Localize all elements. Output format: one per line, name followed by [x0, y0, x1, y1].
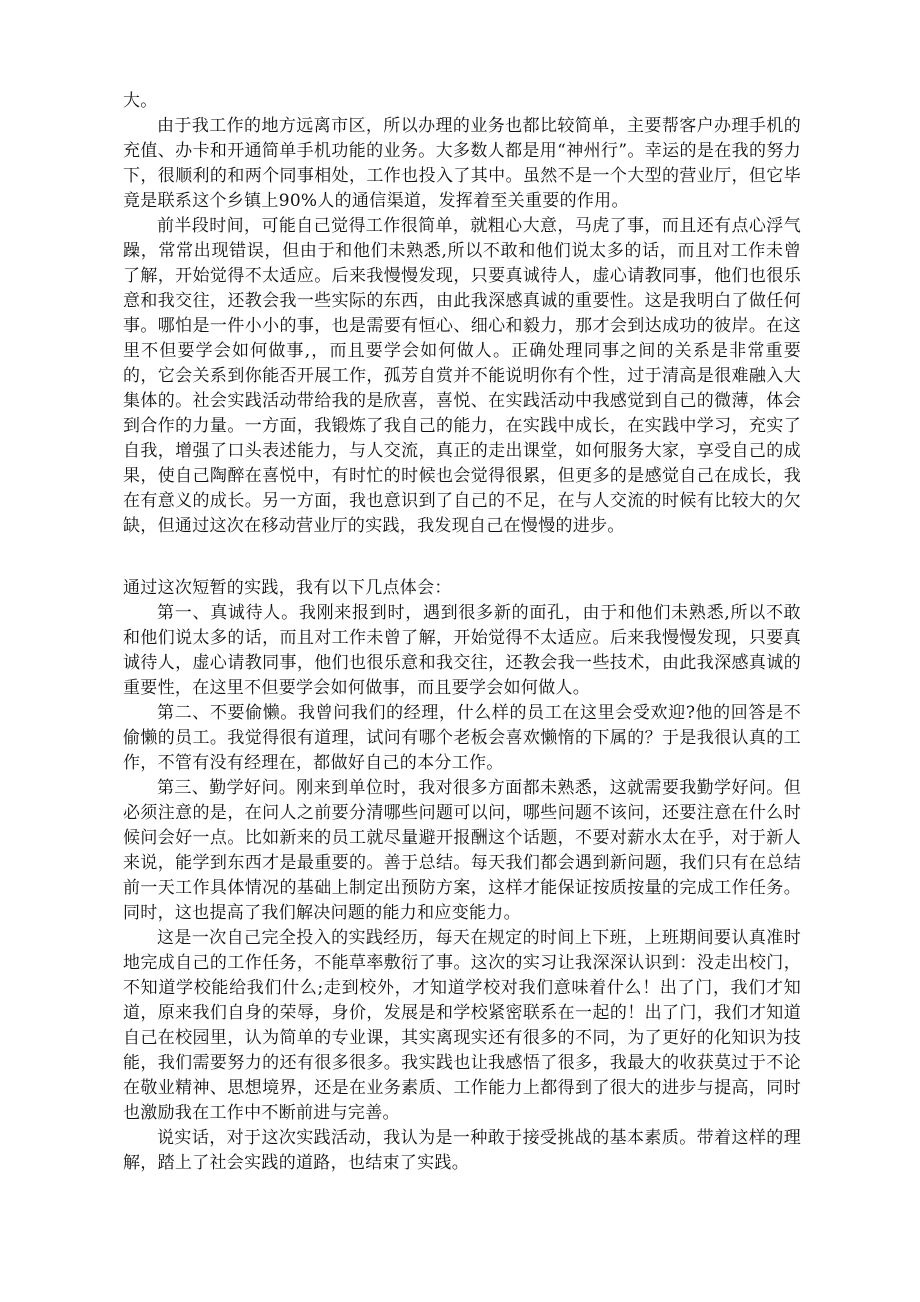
document-body — [123, 89, 801, 1176]
paragraph-gap — [123, 539, 801, 576]
paragraph-conclusion: 说实话，对于这次实践活动，我认为是一种敢于接受挑战的基本素质。带着这样的理解，踏上了社会实践的道路，也结束了实践。 — [123, 1128, 801, 1173]
paragraph-early-period: 前半段时间，可能自己觉得工作很简单，就粗心大意，马虎了事，而且还有点心浮气躁，常常出现错误，但由于和他们未熟悉,所以不敢和他们说太多的话，而且对工作未曾了解，开始觉得不太适应。后来我慢慢发现，只要真诚待人，虚心请教同事，他们也很乐意和我交往，还教会我一些实际的东西，由此我深感真诚的重要性。这是我明白了做任何事。哪怕是一件小小的事，也是需要有恒心、细心和毅力，那才会到达成功的彼岸。在这里不但要学会如何做事,，而且要学会如何做人。正确处理同事之间的关系是非常重要的，它会关系到你能否开展工作，孤芳自赏并不能说明你有个性，过于清高是很难融入大集体的。社会实践活动带给我的是欣喜，喜悦、在实践活动中我感觉到自己的微薄，体会到合作的力量。一方面，我锻炼了我自己的能力，在实践中成长，在实践中学习，充实了自我，增强了口头表述能力，与人交流，真正的走出课堂，如何服务大家，享受自己的成果，使自己陶醉在喜悦中，有时忙的时候也会觉得很累，但更多的是感觉自己在成长，我在有意义的成长。另一方面，我也意识到了自己的不足，在与人交流的时候有比较大的欠缺，但通过这次在移动营业厅的实践，我发现自己在慢慢的进步。 — [123, 216, 801, 536]
paragraph-continuation: 大。 — [123, 91, 158, 111]
point-three-learning: 第三、勤学好问。刚来到单位时，我对很多方面都未熟悉，这就需要我勤学好问。但必须注意的是，在问人之前要分清哪些问题可以问，哪些问题不该问，还要注意在什么时候问会好一点。比如新来的员工就尽量避开报酬这个话题，不要对薪水太在乎，对于新人来说，能学到东西才是最重要的。善于总结。每天我们都会遇到新问题，我们只有在总结前一天工作具体情况的基础上制定出预防方案，这样才能保证按质按量的完成工作任务。同时，这也提高了我们解决问题的能力和应变能力。 — [123, 778, 801, 923]
point-two-diligence: 第二、不要偷懒。我曾问我们的经理，什么样的员工在这里会受欢迎?他的回答是不偷懒的员工。我觉得很有道理，试问有哪个老板会喜欢懒惰的下属的？于是我很认真的工作，不管有没有经理在，都做好自己的本分工作。 — [123, 703, 801, 773]
point-one-sincerity: 第一、真诚待人。我刚来报到时，遇到很多新的面孔，由于和他们未熟悉,所以不敢和他们说太多的话，而且对工作未曾了解，开始觉得不太适应。后来我慢慢发现，只要真诚待人，虚心请教同事，他们也很乐意和我交往，还教会我一些技术，由此我深感真诚的重要性，在这里不但要学会如何做事，而且要学会如何做人。 — [123, 603, 801, 698]
paragraph-reflection: 这是一次自己完全投入的实践经历，每天在规定的时间上下班，上班期间要认真准时地完成自己的工作任务，不能草率敷衍了事。这次的实习让我深深认识到：没走出校门，不知道学校能给我们什么;走到校外，才知道学校对我们意味着什么！出了门，我们才知道，原来我们自身的荣辱，身价，发展是和学校紧密联系在一起的！出了门，我们才知道自己在校园里，认为简单的专业课，其实离现实还有很多的不同，为了更好的化知识为技能，我们需要努力的还有很多很多。我实践也让我感悟了很多，我最大的收获莫过于不论在敬业精神、思想境界，还是在业务素质、工作能力上都得到了很大的进步与提高，同时也激励我在工作中不断前进与完善。 — [123, 928, 801, 1123]
paragraph-work-description: 由于我工作的地方远离市区，所以办理的业务也都比较简单，主要帮客户办理手机的充值、办卡和开通简单手机功能的业务。大多数人都是用“神州行”。幸运的是在我的努力下，很顺利的和两个同事相处，工作也投入了其中。虽然不是一个大型的营业厅，但它毕竟是联系这个乡镇上90%人的通信渠道，发挥着至关重要的作用。 — [123, 116, 801, 211]
section-intro: 通过这次短暂的实践，我有以下几点体会： — [123, 578, 452, 598]
